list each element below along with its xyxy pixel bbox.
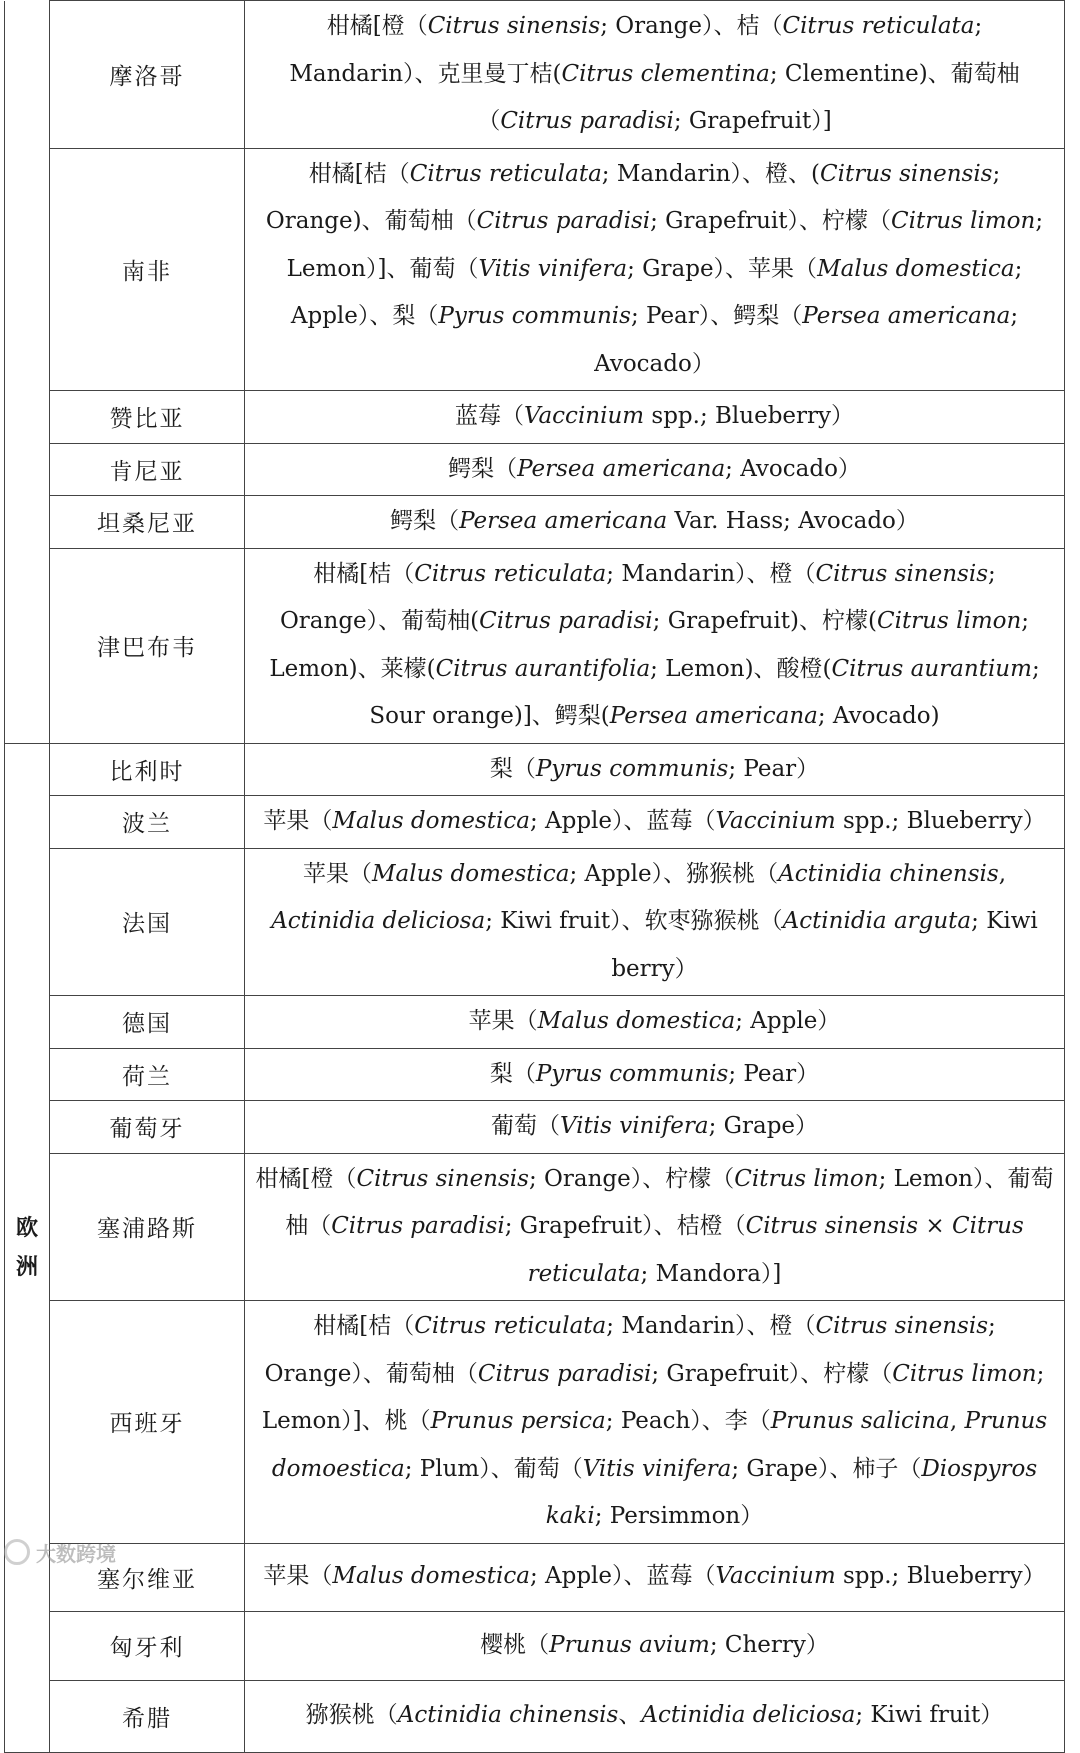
country-cell: 荷兰 xyxy=(50,1048,245,1101)
products-cell: 葡萄（Vitis vinifera; Grape） xyxy=(245,1101,1065,1154)
products-cell: 猕猴桃（Actinidia chinensis、Actinidia deliciosa; Kiwi fruit） xyxy=(245,1680,1065,1752)
table-row xyxy=(5,796,1065,849)
table-row xyxy=(5,1301,1065,1544)
products-cell: 柑橘[橙（Citrus sinensis; Orange）、柠檬（Citrus limon; Lemon）、葡萄柚（Citrus paradisi; Grapefruit）、桔橙（Citrus sinensis × Citrus reticulata; Mandora）] xyxy=(245,1153,1065,1301)
region-label: 欧 洲 xyxy=(15,1215,38,1280)
table-row xyxy=(5,548,1065,743)
country-cell: 希腊 xyxy=(50,1680,245,1752)
country-cell: 南非 xyxy=(50,148,245,391)
table-row xyxy=(5,391,1065,444)
table-row xyxy=(5,1611,1065,1680)
country-cell: 匈牙利 xyxy=(50,1611,245,1680)
table-row xyxy=(5,1153,1065,1301)
table-row xyxy=(5,148,1065,391)
products-cell: 鳄梨（Persea americana Var. Hass; Avocado） xyxy=(245,496,1065,549)
country-cell: 摩洛哥 xyxy=(50,1,245,149)
products-cell: 梨（Pyrus communis; Pear） xyxy=(245,1048,1065,1101)
country-cell: 法国 xyxy=(50,848,245,996)
products-cell: 柑橘[桔（Citrus reticulata; Mandarin）、橙、(Citrus sinensis; Orange)、葡萄柚（Citrus paradisi; Grapefruit）、柠檬（Citrus limon; Lemon）]、葡萄（Vitis vinifera; Grape）、苹果（Malus domestica; Apple）、梨（Pyrus communis; Pear）、鳄梨（Persea americana; Avocado） xyxy=(245,148,1065,391)
table-row xyxy=(5,496,1065,549)
table-row xyxy=(5,848,1065,996)
country-cell: 西班牙 xyxy=(50,1301,245,1544)
products-cell: 苹果（Malus domestica; Apple）、猕猴桃（Actinidia chinensis, Actinidia deliciosa; Kiwi fruit）、软枣猕猴桃（Actinidia arguta; Kiwi berry） xyxy=(245,848,1065,996)
country-cell: 肯尼亚 xyxy=(50,443,245,496)
products-cell: 苹果（Malus domestica; Apple） xyxy=(245,996,1065,1049)
country-cell: 赞比亚 xyxy=(50,391,245,444)
products-cell: 柑橘[橙（Citrus sinensis; Orange）、桔（Citrus reticulata; Mandarin）、克里曼丁桔(Citrus clementina; Clementine)、葡萄柚（Citrus paradisi; Grapefruit）] xyxy=(245,1,1065,149)
products-cell: 苹果（Malus domestica; Apple）、蓝莓（Vaccinium spp.; Blueberry） xyxy=(245,796,1065,849)
table-row xyxy=(5,1048,1065,1101)
table-row xyxy=(5,1680,1065,1752)
country-cell: 葡萄牙 xyxy=(50,1101,245,1154)
products-cell: 蓝莓（Vaccinium spp.; Blueberry） xyxy=(245,391,1065,444)
logo-icon xyxy=(4,1539,30,1565)
products-cell: 柑橘[桔（Citrus reticulata; Mandarin）、橙（Citrus sinensis; Orange）、葡萄柚（Citrus paradisi; Grapefruit）、柠檬（Citrus limon; Lemon）]、桃（Prunus persica; Peach）、李（Prunus salicina, Prunus domoestica; Plum）、葡萄（Vitis vinifera; Grape）、柿子（Diospyros kaki; Persimmon） xyxy=(245,1301,1065,1544)
table-row xyxy=(5,996,1065,1049)
country-cell: 波兰 xyxy=(50,796,245,849)
products-cell: 梨（Pyrus communis; Pear） xyxy=(245,743,1065,796)
products-cell: 苹果（Malus domestica; Apple）、蓝莓（Vaccinium spp.; Blueberry） xyxy=(245,1543,1065,1611)
fruit-access-table xyxy=(4,0,1065,1753)
table-row xyxy=(5,1,1065,149)
country-cell: 塞尔维亚 xyxy=(50,1543,245,1611)
table-row xyxy=(5,1101,1065,1154)
country-cell: 津巴布韦 xyxy=(50,548,245,743)
table-row xyxy=(5,443,1065,496)
products-cell: 樱桃（Prunus avium; Cherry） xyxy=(245,1611,1065,1680)
watermark-text: 大数跨境 xyxy=(36,1541,116,1566)
watermark xyxy=(4,1532,184,1572)
table-row xyxy=(5,743,1065,796)
country-cell: 塞浦路斯 xyxy=(50,1153,245,1301)
country-cell: 比利时 xyxy=(50,743,245,796)
region-cell-europe xyxy=(5,743,50,1752)
country-cell: 德国 xyxy=(50,996,245,1049)
country-cell: 坦桑尼亚 xyxy=(50,496,245,549)
products-cell: 鳄梨（Persea americana; Avocado） xyxy=(245,443,1065,496)
products-cell: 柑橘[桔（Citrus reticulata; Mandarin）、橙（Citrus sinensis; Orange）、葡萄柚(Citrus paradisi; Grapefruit)、柠檬(Citrus limon; Lemon)、莱檬(Citrus aurantifolia; Lemon)、酸橙(Citrus aurantium; Sour orange)]、鳄梨(Persea americana; Avocado) xyxy=(245,548,1065,743)
region-cell-africa xyxy=(5,1,50,744)
